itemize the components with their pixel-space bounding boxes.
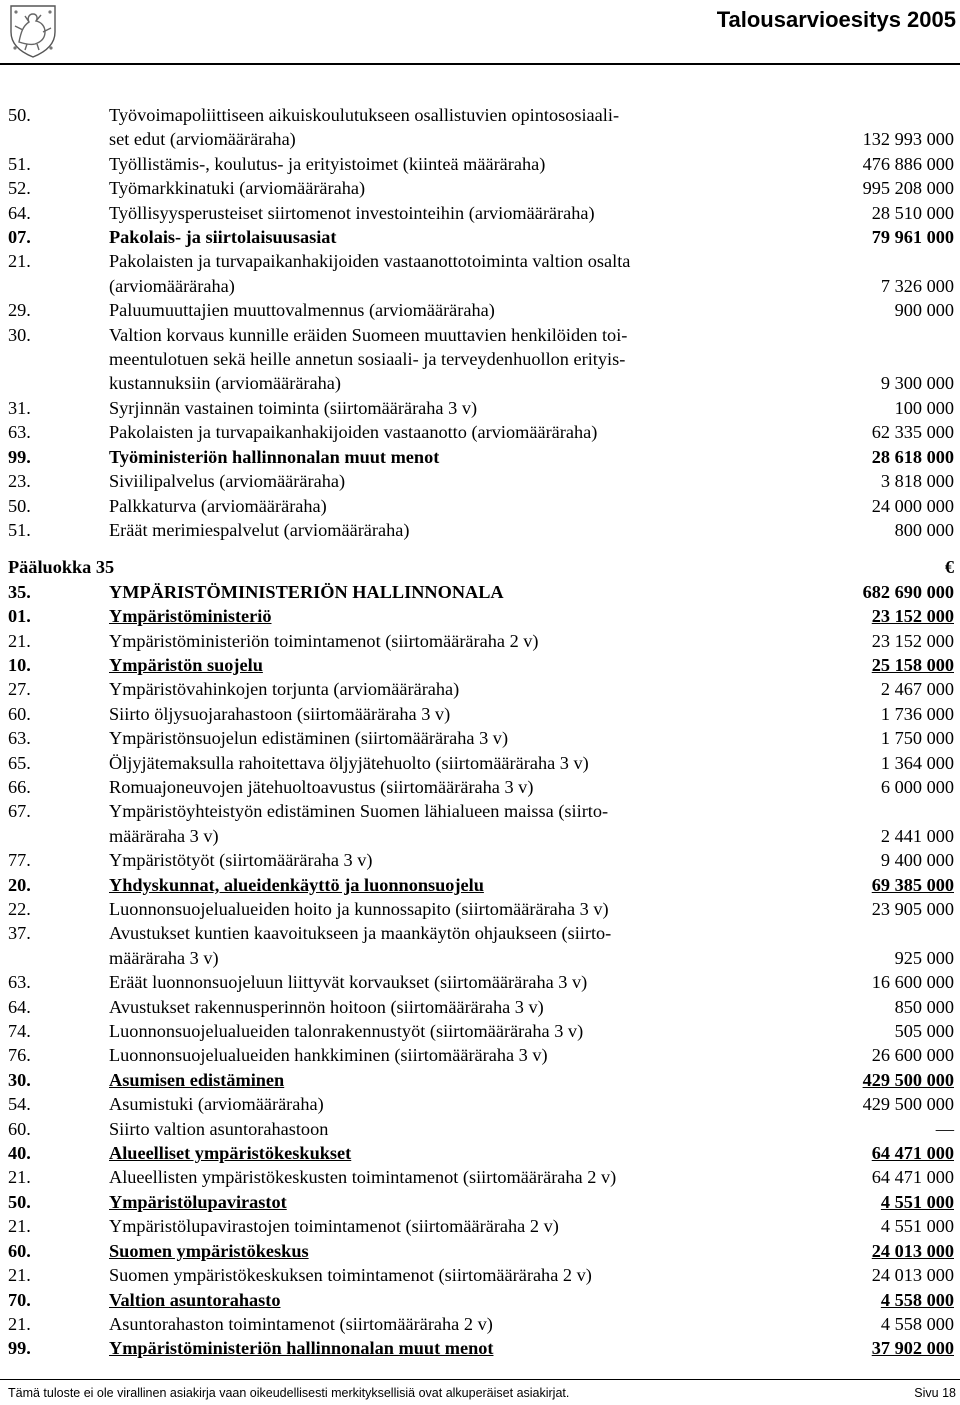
item-text: Valtion korvaus kunnille eräiden Suomeen muuttavien henkilöiden toi- <box>109 324 628 345</box>
item-amount: 4 558 000 <box>880 1289 954 1310</box>
budget-row-description <box>8 176 365 200</box>
item-number: 31. <box>8 397 31 418</box>
budget-row-description <box>8 1336 493 1360</box>
item-text: Syrjinnän vastainen toiminta (siirtomääräraha 3 v) <box>109 397 478 418</box>
item-number: 60. <box>8 1240 31 1261</box>
item-text: Paluumuuttajien muuttovalmennus (arviomääräraha) <box>109 300 495 321</box>
item-amount: 3 818 000 <box>880 471 954 492</box>
item-text: Siirto valtion asuntorahastoon <box>109 1118 329 1139</box>
budget-row <box>8 1312 954 1336</box>
budget-row <box>8 1068 954 1092</box>
budget-row-description <box>8 653 263 677</box>
item-amount: 476 886 000 <box>862 153 954 174</box>
item-text: Avustukset kuntien kaavoitukseen ja maankäytön ohjaukseen (siirto- <box>109 923 612 944</box>
budget-row <box>8 1165 954 1189</box>
footer-note: Tämä tuloste ei ole virallinen asiakirja vaan oikeudellisesti merkityksellisiä ovat alkuperäiset asiakirjat. <box>8 1386 570 1400</box>
budget-row <box>8 1263 954 1287</box>
item-number: 35. <box>8 581 31 602</box>
item-text: Ympäristötyöt (siirtomääräraha 3 v) <box>109 850 373 871</box>
budget-row <box>8 1214 954 1238</box>
budget-row <box>8 225 954 249</box>
item-amount: 132 993 000 <box>862 129 954 150</box>
budget-row-description <box>8 1288 281 1312</box>
budget-row-description <box>8 1263 592 1287</box>
budget-row-description <box>8 274 235 298</box>
item-amount: 1 736 000 <box>880 703 954 724</box>
item-text: Työllistämis-, koulutus- ja erityistoimet (kiinteä määräraha) <box>109 153 546 174</box>
item-number: 01. <box>8 606 31 627</box>
budget-row-description <box>8 1068 284 1092</box>
item-amount: 900 000 <box>894 300 954 321</box>
item-text: Pakolais- ja siirtolaisuusasiat <box>109 227 337 248</box>
item-amount: 26 600 000 <box>871 1045 954 1066</box>
budget-row-description <box>8 629 539 653</box>
budget-row <box>8 347 954 371</box>
budget-row-description <box>8 396 477 420</box>
item-text: Valtion asuntorahasto <box>109 1289 281 1310</box>
budget-row-description <box>8 152 545 176</box>
item-amount: 2 467 000 <box>880 679 954 700</box>
budget-row <box>8 653 954 677</box>
currency-symbol: € <box>944 557 954 578</box>
budget-row-description <box>8 580 504 604</box>
item-amount: 2 441 000 <box>880 825 954 846</box>
item-text: Siviilipalvelus (arviomääräraha) <box>109 471 346 492</box>
budget-row <box>8 298 954 322</box>
item-number: 27. <box>8 679 31 700</box>
budget-row-description <box>8 751 589 775</box>
item-number: 30. <box>8 1069 31 1090</box>
coat-of-arms-logo <box>5 2 61 58</box>
item-amount: 79 961 000 <box>871 227 954 248</box>
item-amount: 24 013 000 <box>871 1240 954 1261</box>
item-number: 54. <box>8 1094 31 1115</box>
item-number: 64. <box>8 996 31 1017</box>
budget-row <box>8 604 954 628</box>
budget-row-description <box>8 1092 324 1116</box>
item-amount: 28 510 000 <box>871 202 954 223</box>
budget-row-description <box>8 445 439 469</box>
budget-row <box>8 176 954 200</box>
item-number: 50. <box>8 1191 31 1212</box>
budget-row <box>8 580 954 604</box>
item-text: Työministeriön hallinnonalan muut menot <box>109 446 440 467</box>
budget-row <box>8 152 954 176</box>
item-text: Työvoimapoliittiseen aikuiskoulutukseen osallistuvien opintososiaali- <box>109 105 620 125</box>
budget-row <box>8 396 954 420</box>
page-header <box>0 0 960 60</box>
item-text: Palkkaturva (arviomääräraha) <box>109 495 327 516</box>
item-number: 65. <box>8 752 31 773</box>
item-amount: 995 208 000 <box>862 178 954 199</box>
budget-row <box>8 323 954 347</box>
item-number: 21. <box>8 1265 31 1286</box>
budget-row <box>8 1336 954 1360</box>
item-number: 63. <box>8 728 31 749</box>
item-amount: 682 690 000 <box>862 581 954 602</box>
item-text: (arviomääräraha) <box>109 275 235 296</box>
document-title: Talousarvioesitys 2005 <box>716 7 956 32</box>
item-number: 51. <box>8 519 31 540</box>
main-class-heading <box>8 555 954 579</box>
budget-row <box>8 1019 954 1043</box>
budget-row-description <box>8 298 495 322</box>
budget-row-description <box>8 775 533 799</box>
budget-row-description <box>8 897 609 921</box>
budget-row-description <box>8 371 341 395</box>
item-amount: 28 618 000 <box>871 446 954 467</box>
item-number: 60. <box>8 1118 31 1139</box>
item-number: 29. <box>8 300 31 321</box>
budget-row-description <box>8 1141 351 1165</box>
budget-row-description <box>8 518 409 542</box>
item-number: 70. <box>8 1289 31 1310</box>
budget-row <box>8 1117 954 1141</box>
item-text: Luonnonsuojelualueiden talonrakennustyöt (siirtomääräraha 3 v) <box>109 1021 584 1042</box>
budget-row-description <box>8 469 345 493</box>
item-text: Romuajoneuvojen jätehuoltoavustus (siirtomääräraha 3 v) <box>109 776 534 797</box>
item-text: meentulotuen sekä heille annetun sosiaali- ja terveydenhuollon erityis- <box>109 349 626 370</box>
budget-row-description <box>8 1239 309 1263</box>
item-number: 63. <box>8 972 31 993</box>
budget-row-description <box>8 127 296 151</box>
budget-row <box>8 702 954 726</box>
item-number: 23. <box>8 471 31 492</box>
item-number: 50. <box>8 495 31 516</box>
budget-row <box>8 445 954 469</box>
item-number: 37. <box>8 923 31 944</box>
item-amount: 4 551 000 <box>880 1216 954 1237</box>
item-amount: 64 471 000 <box>871 1143 954 1164</box>
budget-row <box>8 677 954 701</box>
budget-row-description <box>8 201 595 225</box>
budget-row-description <box>8 1043 548 1067</box>
budget-row-description <box>8 420 597 444</box>
item-text: Pakolaisten ja turvapaikanhakijoiden vastaanotto (arviomääräraha) <box>109 422 598 443</box>
item-text: Eräät merimiespalvelut (arviomääräraha) <box>109 519 410 540</box>
budget-row-description <box>8 873 484 897</box>
item-text: Ympäristölupavirastojen toimintamenot (siirtomääräraha 2 v) <box>109 1216 559 1237</box>
budget-row <box>8 946 954 970</box>
page-number: Sivu 18 <box>914 1386 956 1400</box>
item-amount: 800 000 <box>894 519 954 540</box>
item-number: 77. <box>8 850 31 871</box>
budget-row-description <box>8 494 327 518</box>
item-text: Työmarkkinatuki (arviomääräraha) <box>109 178 366 199</box>
item-text: Suomen ympäristökeskuksen toimintamenot (siirtomääräraha 2 v) <box>109 1265 592 1286</box>
budget-row-description <box>8 103 619 127</box>
item-amount: 62 335 000 <box>871 422 954 443</box>
budget-row <box>8 1092 954 1116</box>
section-gap <box>8 542 954 555</box>
budget-row <box>8 103 954 127</box>
budget-row-description <box>8 1165 616 1189</box>
item-amount: 7 326 000 <box>880 275 954 296</box>
budget-row-description <box>8 1019 583 1043</box>
item-number: 60. <box>8 703 31 724</box>
item-text: kustannuksiin (arviomääräraha) <box>109 373 341 394</box>
budget-row <box>8 848 954 872</box>
item-number: 99. <box>8 446 31 467</box>
item-number: 50. <box>8 105 31 125</box>
budget-row <box>8 775 954 799</box>
budget-row-description <box>8 225 337 249</box>
budget-row-description <box>8 347 625 371</box>
item-number: 40. <box>8 1143 31 1164</box>
item-amount: 505 000 <box>894 1021 954 1042</box>
item-text: Ympäristövahinkojen torjunta (arviomääräraha) <box>109 679 460 700</box>
budget-row-description <box>8 921 611 945</box>
item-text: Asumisen edistäminen <box>109 1069 285 1090</box>
budget-row-description <box>8 726 508 750</box>
item-number: 67. <box>8 801 31 822</box>
item-amount: 25 158 000 <box>871 654 954 675</box>
budget-row-description <box>8 604 271 628</box>
budget-row-description <box>8 824 219 848</box>
item-text: määräraha 3 v) <box>109 947 219 968</box>
item-text: Siirto öljysuojarahastoon (siirtomääräraha 3 v) <box>109 703 451 724</box>
item-amount: 6 000 000 <box>880 776 954 797</box>
budget-row <box>8 751 954 775</box>
item-text: Eräät luonnonsuojeluun liittyvät korvaukset (siirtomääräraha 3 v) <box>109 972 588 993</box>
budget-row <box>8 1190 954 1214</box>
budget-row-description <box>8 1117 328 1141</box>
item-number: 52. <box>8 178 31 199</box>
item-amount: 100 000 <box>894 397 954 418</box>
budget-row <box>8 1141 954 1165</box>
budget-row <box>8 824 954 848</box>
budget-row-description <box>8 702 450 726</box>
item-amount: 23 905 000 <box>871 899 954 919</box>
item-text: Suomen ympäristökeskus <box>109 1240 309 1261</box>
item-amount: 23 152 000 <box>871 606 954 627</box>
item-amount: 429 500 000 <box>862 1069 954 1090</box>
item-text: Luonnonsuojelualueiden hoito ja kunnossapito (siirtomääräraha 3 v) <box>109 899 609 919</box>
item-number: 63. <box>8 422 31 443</box>
budget-row-description <box>8 1312 493 1336</box>
budget-row <box>8 921 954 945</box>
budget-row-description <box>8 323 627 347</box>
budget-row-description <box>8 677 459 701</box>
item-amount: 9 400 000 <box>880 850 954 871</box>
budget-row <box>8 420 954 444</box>
item-text: Ympäristöministeriön hallinnonalan muut menot <box>109 1338 494 1359</box>
item-text: Ympäristöyhteistyön edistäminen Suomen lähialueen maissa (siirto- <box>109 801 609 822</box>
budget-row <box>8 249 954 273</box>
budget-row <box>8 629 954 653</box>
item-text: Alueelliset ympäristökeskukset <box>109 1143 352 1164</box>
item-text: Ympäristöministeriö <box>109 606 272 627</box>
item-number: 20. <box>8 874 31 895</box>
budget-row-description <box>8 970 587 994</box>
budget-row <box>8 1239 954 1263</box>
item-amount: 69 385 000 <box>871 874 954 895</box>
budget-row <box>8 201 954 225</box>
budget-row <box>8 897 954 921</box>
item-number: 76. <box>8 1045 31 1066</box>
budget-row-description <box>8 946 219 970</box>
item-number: 21. <box>8 630 31 651</box>
budget-row <box>8 469 954 493</box>
item-amount: 24 000 000 <box>871 495 954 516</box>
budget-row-description <box>8 1214 559 1238</box>
budget-table <box>8 103 954 1361</box>
budget-row-description <box>8 848 372 872</box>
budget-row <box>8 799 954 823</box>
item-text: Alueellisten ympäristökeskusten toimintamenot (siirtomääräraha 2 v) <box>109 1167 617 1188</box>
item-text: Yhdyskunnat, alueidenkäyttö ja luonnonsuojelu <box>109 874 484 895</box>
item-number: 21. <box>8 1167 31 1188</box>
budget-row-description <box>8 995 544 1019</box>
budget-row-description <box>8 249 630 273</box>
item-number: 07. <box>8 227 31 248</box>
budget-row <box>8 371 954 395</box>
budget-row <box>8 873 954 897</box>
item-number: 66. <box>8 776 31 797</box>
item-amount: 4 558 000 <box>880 1313 954 1334</box>
item-text: Ympäristön suojelu <box>109 654 263 675</box>
item-text: määräraha 3 v) <box>109 825 219 846</box>
item-number: 22. <box>8 899 31 919</box>
item-amount: 9 300 000 <box>880 373 954 394</box>
item-amount: 16 600 000 <box>871 972 954 993</box>
item-amount: — <box>935 1118 954 1139</box>
budget-row <box>8 995 954 1019</box>
budget-row-description <box>8 1190 287 1214</box>
item-text: Asuntorahaston toimintamenot (siirtomääräraha 2 v) <box>109 1313 493 1334</box>
budget-row <box>8 274 954 298</box>
budget-row <box>8 1288 954 1312</box>
page-footer <box>8 1386 956 1400</box>
item-text: Asumistuki (arviomääräraha) <box>109 1094 324 1115</box>
item-number: 64. <box>8 202 31 223</box>
item-amount: 4 551 000 <box>880 1191 954 1212</box>
budget-row <box>8 1043 954 1067</box>
item-text: Ympäristölupavirastot <box>109 1191 287 1212</box>
main-class-label: Pääluokka 35 <box>8 557 115 578</box>
item-text: Öljyjätemaksulla rahoitettava öljyjätehuolto (siirtomääräraha 3 v) <box>109 752 589 773</box>
item-number: 21. <box>8 1216 31 1237</box>
item-text: Työllisyysperusteiset siirtomenot investointeihin (arviomääräraha) <box>109 202 595 223</box>
budget-row <box>8 127 954 151</box>
header-divider <box>0 63 960 65</box>
item-amount: 1 750 000 <box>880 728 954 749</box>
item-text: Pakolaisten ja turvapaikanhakijoiden vastaanottotoiminta valtion osalta <box>109 251 631 272</box>
item-number: 21. <box>8 1313 31 1334</box>
item-amount: 1 364 000 <box>880 752 954 773</box>
item-text: set edut (arviomääräraha) <box>109 129 296 150</box>
item-text: Ympäristönsuojelun edistäminen (siirtomääräraha 3 v) <box>109 728 509 749</box>
item-number: 51. <box>8 153 31 174</box>
item-amount: 24 013 000 <box>871 1265 954 1286</box>
footer-divider <box>0 1379 960 1380</box>
item-number: 99. <box>8 1338 31 1359</box>
item-amount: 23 152 000 <box>871 630 954 651</box>
budget-row <box>8 970 954 994</box>
item-text: Luonnonsuojelualueiden hankkiminen (siirtomääräraha 3 v) <box>109 1045 548 1066</box>
item-number: 10. <box>8 654 31 675</box>
item-text: YMPÄRISTÖMINISTERIÖN HALLINNONALA <box>109 581 504 602</box>
item-amount: 925 000 <box>894 947 954 968</box>
budget-row <box>8 518 954 542</box>
item-amount: 850 000 <box>894 996 954 1017</box>
budget-row <box>8 726 954 750</box>
item-number: 30. <box>8 324 31 345</box>
item-number: 74. <box>8 1021 31 1042</box>
item-text: Ympäristöministeriön toimintamenot (siirtomääräraha 2 v) <box>109 630 539 651</box>
budget-row <box>8 494 954 518</box>
item-text: Avustukset rakennusperinnön hoitoon (siirtomääräraha 3 v) <box>109 996 544 1017</box>
item-amount: 37 902 000 <box>871 1338 954 1359</box>
budget-row-description <box>8 799 608 823</box>
item-amount: 64 471 000 <box>871 1167 954 1188</box>
item-amount: 429 500 000 <box>862 1094 954 1115</box>
item-number: 21. <box>8 251 31 272</box>
